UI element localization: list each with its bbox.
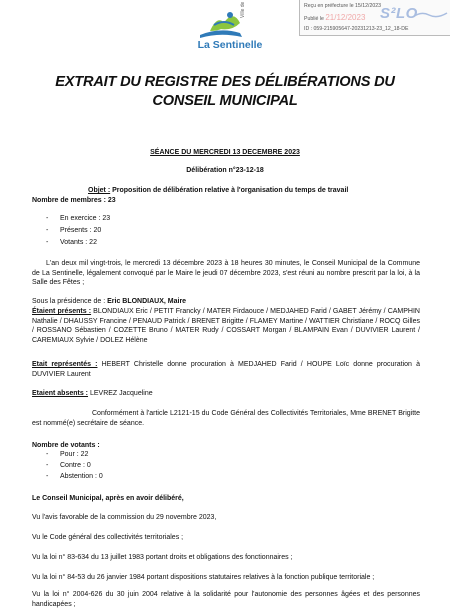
presidence-name: Eric BLONDIAUX, Maire: [107, 298, 187, 305]
page-title: EXTRAIT DU REGISTRE DES DÉLIBÉRATIONS DU CONSEIL MUNICIPAL: [55, 74, 395, 109]
town-logo: [180, 1, 280, 55]
presents-list: BLONDIAUX Eric / PETIT Francky / MATER Firdaouce / MEDJAHED Farid / GABET Jérémy / CAMPHIN Nathalie / DHAUSSY Francine / PENAUD Patrick / BRENET Brigitte / FLAMEY Martine / WATTIER Christiane / ROCQ Gilles / ROSSANO Sébastien / COZETTE Bruno / MATER Rudy / COSSART Morgan / BLAMPAIN Evan / DUVIVIER Laurent / CAREMIAUX Sylvie / DOLEZ Hélène: [32, 308, 420, 344]
absents-label: Etaient absents :: [32, 390, 89, 397]
membres-count: Nombre de membres : 23: [32, 197, 116, 204]
vu-line: Vu le Code général des collectivités territoriales ;: [32, 534, 184, 541]
votants-item: - Contre : 0: [46, 462, 91, 469]
votants-item: - Pour : 22: [46, 451, 89, 458]
represente-text: HEBERT Christelle donne procuration à MEDJAHED Farid / HOUPE Loïc donne procuration à DUVIVIER Laurent: [32, 361, 420, 378]
vu-line: Vu la loi n° 2004-626 du 30 juin 2004 relative à la solidarité pour l'autonomie des personnes âgées et des personnes handicapées ;: [32, 591, 420, 608]
deliberation-number: Délibération n°23-12-18: [186, 167, 264, 174]
stamp-published-label: Publié le: [304, 16, 324, 22]
objet-text: Proposition de délibération relative à l'organisation du temps de travail: [110, 187, 349, 194]
conforme-paragraph: Conformément à l'article L2121-15 du Code Général des Collectivités Territoriales, Mme BRENET Brigitte est nommé(e) secrétaire de séance.: [32, 410, 420, 427]
presidence-label: Sous la présidence de :: [32, 298, 108, 305]
vu-line: Vu la loi n° 83-634 du 13 juillet 1983 portant droits et obligations des fonctionnaires ;: [32, 554, 293, 561]
presidence-line: [32, 297, 186, 307]
objet-label: Objet :: [88, 187, 111, 194]
votants-item: - Abstention : 0: [46, 473, 103, 480]
stamp-brand-logo: S²LO: [380, 5, 418, 22]
represente-label: Etait représentés :: [32, 361, 98, 368]
vu-line: Vu la loi n° 84-53 du 26 janvier 1984 portant dispositions statutaires relatives à la fonction publique territoriale ;: [32, 574, 375, 581]
stamp-id: ID : 059-215905647-20231213-23_12_18-DE: [304, 26, 409, 32]
presents-label: Étaient présents :: [32, 308, 92, 315]
presents-paragraph: [32, 307, 420, 345]
membres-item: - En exercice : 23: [46, 215, 111, 222]
represente-paragraph: [32, 360, 420, 379]
apres-deliberation: Le Conseil Municipal, après en avoir délibéré,: [32, 495, 184, 502]
stamp-published-date: 21/12/2023: [325, 13, 366, 22]
membres-item: - Votants : 22: [46, 239, 97, 246]
membres-item: - Présents : 20: [46, 227, 102, 234]
logo-town-name: La Sentinelle: [197, 39, 263, 51]
seance-heading: SÉANCE DU MERCREDI 13 DECEMBRE 2023: [150, 149, 300, 156]
stamp-received: Reçu en préfecture le 15/12/2023: [304, 3, 382, 9]
votants-heading: Nombre de votants :: [32, 442, 100, 449]
objet-line: [88, 186, 348, 196]
intro-paragraph: L'an deux mil vingt-trois, le mercredi 13 décembre 2023 à 18 heures 30 minutes, le Conseil Municipal de la Commune de La Sentinelle, légalement convoqué par le Maire le jeudi 07 décembre 2023, s'est réuni au nombre prescrit par la loi, à la Salle des Fêtes ;: [32, 260, 420, 287]
town-emblem-icon: [180, 5, 280, 41]
absents-line: [32, 389, 153, 399]
vu-line: Vu l'avis favorable de la commission du 29 novembre 2023,: [32, 514, 217, 521]
logo-ville-text: Ville de: [240, 1, 246, 18]
stamp-swoosh-icon: [412, 10, 448, 20]
prefecture-stamp: [299, 0, 450, 36]
absents-text: LEVREZ Jacqueline: [88, 390, 153, 397]
